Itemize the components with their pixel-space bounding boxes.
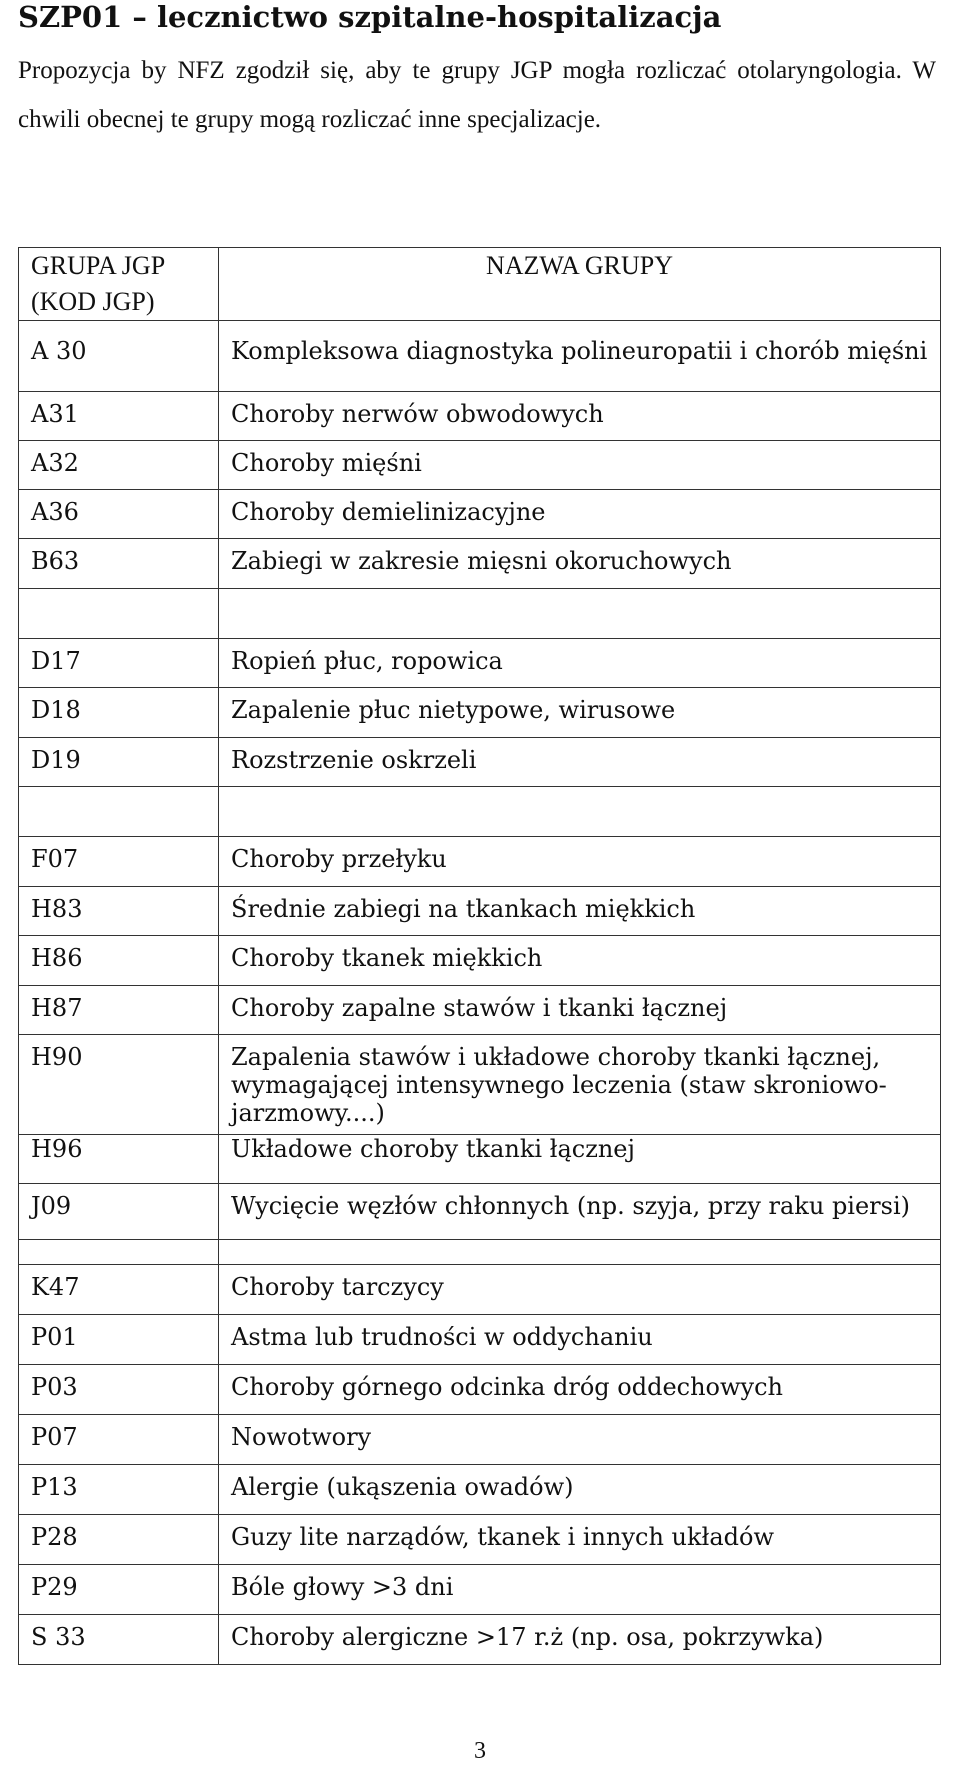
jgp-code-cell: J09: [19, 1184, 219, 1240]
jgp-code-cell: H96: [19, 1135, 219, 1184]
intro-paragraph: Propozycja by NFZ zgodził się, aby te grupy JGP mogła rozliczać otolaryngologia. W chwili obecnej te grupy mogą rozliczać inne specjalizacje.: [18, 57, 936, 133]
group-name-cell: Zapalenie płuc nietypowe, wirusowe: [219, 688, 941, 738]
header-jgp-code: GRUPA JGP (KOD JGP): [19, 248, 219, 321]
group-name-cell: Ropień płuc, ropowica: [219, 639, 941, 688]
table-row: [19, 490, 941, 539]
table-row: [19, 1365, 941, 1415]
table-row: [19, 1265, 941, 1315]
group-name-cell: Choroby nerwów obwodowych: [219, 392, 941, 441]
group-name-cell: Guzy lite narządów, tkanek i innych układów: [219, 1515, 941, 1565]
table-row: [19, 837, 941, 887]
jgp-code-cell: P28: [19, 1515, 219, 1565]
group-name-cell: Średnie zabiegi na tkankach miękkich: [219, 887, 941, 936]
jgp-code-cell: P13: [19, 1465, 219, 1515]
table-row: [19, 1565, 941, 1615]
spacer-cell: [219, 589, 941, 639]
jgp-code-cell: H90: [19, 1035, 219, 1135]
table-spacer-row: [19, 787, 941, 837]
group-name-cell: Kompleksowa diagnostyka polineuropatii i chorób mięśni: [219, 321, 941, 392]
table-row: [19, 392, 941, 441]
group-name-cell: Astma lub trudności w oddychaniu: [219, 1315, 941, 1365]
group-name-cell: Bóle głowy >3 dni: [219, 1565, 941, 1615]
page-number: 3: [474, 1738, 486, 1764]
jgp-code-cell: D18: [19, 688, 219, 738]
table-row: [19, 1515, 941, 1565]
jgp-code-cell: F07: [19, 837, 219, 887]
table-row: [19, 936, 941, 986]
table-row: [19, 539, 941, 589]
spacer-cell: [219, 1240, 941, 1265]
jgp-code-cell: H83: [19, 887, 219, 936]
group-name-cell: Rozstrzenie oskrzeli: [219, 738, 941, 787]
group-name-cell: Choroby tkanek miękkich: [219, 936, 941, 986]
group-name-cell: Alergie (ukąszenia owadów): [219, 1465, 941, 1515]
jgp-code-cell: P01: [19, 1315, 219, 1365]
jgp-code-cell: K47: [19, 1265, 219, 1315]
table-row: [19, 986, 941, 1035]
document-title: SZP01 – lecznictwo szpitalne-hospitalizacja: [18, 0, 722, 34]
table-row: [19, 321, 941, 392]
group-name-cell: Choroby przełyku: [219, 837, 941, 887]
table-header-row: [19, 248, 941, 321]
group-name-cell: Choroby mięśni: [219, 441, 941, 490]
jgp-code-cell: D19: [19, 738, 219, 787]
group-name-cell: Choroby alergiczne >17 r.ż (np. osa, pokrzywka): [219, 1615, 941, 1665]
table-row: [19, 1184, 941, 1240]
table-row: [19, 639, 941, 688]
table-row: [19, 738, 941, 787]
jgp-code-cell: A32: [19, 441, 219, 490]
group-name-cell: Choroby górnego odcinka dróg oddechowych: [219, 1365, 941, 1415]
group-name-cell: Zabiegi w zakresie mięsni okoruchowych: [219, 539, 941, 589]
header-group-name: NAZWA GRUPY: [219, 248, 941, 321]
group-name-cell: Zapalenia stawów i układowe choroby tkanki łącznej, wymagającej intensywnego leczenia (staw skroniowo-jarzmowy....): [219, 1035, 941, 1135]
group-name-cell: Nowotwory: [219, 1415, 941, 1465]
table-row: [19, 1135, 941, 1184]
table-row: [19, 1465, 941, 1515]
spacer-cell: [19, 787, 219, 837]
spacer-cell: [219, 787, 941, 837]
jgp-code-cell: B63: [19, 539, 219, 589]
jgp-code-cell: A36: [19, 490, 219, 539]
table-row: [19, 887, 941, 936]
group-name-cell: Choroby tarczycy: [219, 1265, 941, 1315]
table-row: [19, 441, 941, 490]
group-name-cell: Choroby zapalne stawów i tkanki łącznej: [219, 986, 941, 1035]
jgp-code-cell: A 30: [19, 321, 219, 392]
group-name-cell: Choroby demielinizacyjne: [219, 490, 941, 539]
jgp-code-cell: D17: [19, 639, 219, 688]
jgp-code-cell: P07: [19, 1415, 219, 1465]
spacer-cell: [19, 1240, 219, 1265]
jgp-code-cell: P29: [19, 1565, 219, 1615]
table-row: [19, 1615, 941, 1665]
table-spacer-row: [19, 589, 941, 639]
jgp-code-cell: S 33: [19, 1615, 219, 1665]
jgp-code-cell: H86: [19, 936, 219, 986]
jgp-code-cell: A31: [19, 392, 219, 441]
table-row: [19, 1315, 941, 1365]
jgp-code-cell: P03: [19, 1365, 219, 1415]
jgp-code-cell: H87: [19, 986, 219, 1035]
table-row: [19, 1035, 941, 1135]
group-name-cell: Układowe choroby tkanki łącznej: [219, 1135, 941, 1184]
table-row: [19, 688, 941, 738]
spacer-cell: [19, 589, 219, 639]
table-row: [19, 1415, 941, 1465]
group-name-cell: Wycięcie węzłów chłonnych (np. szyja, przy raku piersi): [219, 1184, 941, 1240]
jgp-table: [18, 247, 941, 1665]
table-spacer-row: [19, 1240, 941, 1265]
